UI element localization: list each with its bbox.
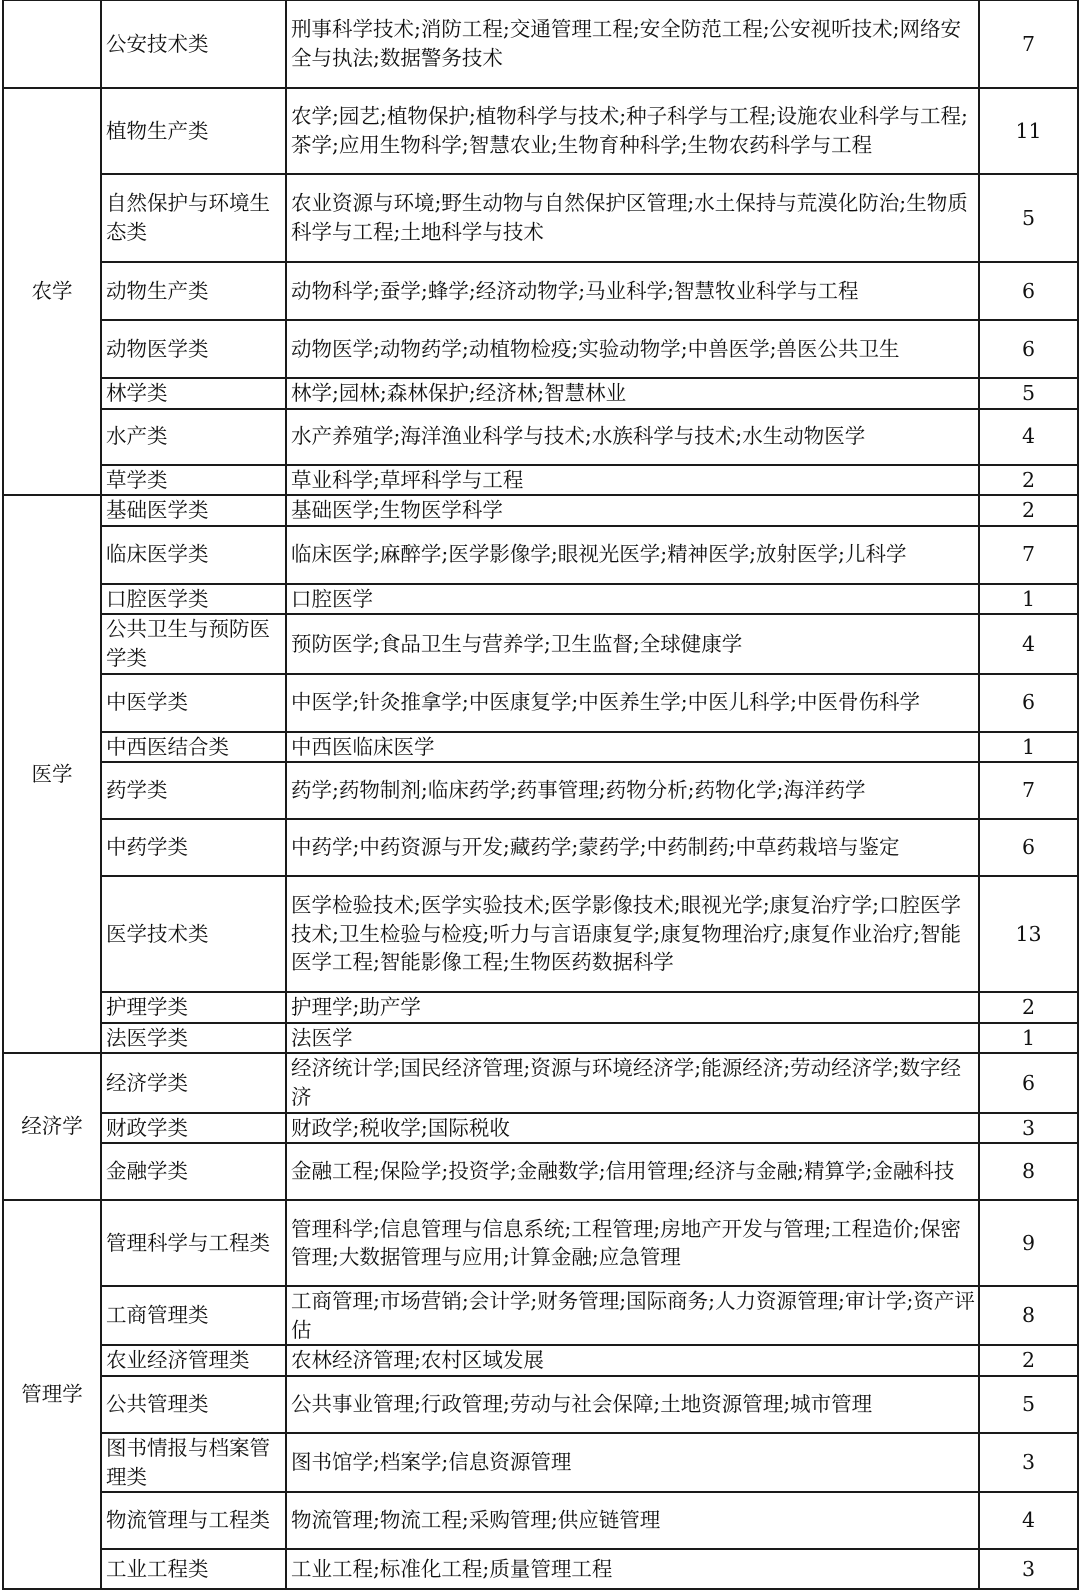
- major-count-cell: 6: [979, 320, 1078, 378]
- majors-list-cell: 林学;园林;森林保护;经济林;智慧林业: [286, 378, 979, 409]
- major-class-cell: 金融学类: [101, 1143, 286, 1200]
- major-count-cell: 4: [979, 409, 1078, 465]
- major-class-cell: 农业经济管理类: [101, 1345, 286, 1376]
- table-row: [3, 174, 1078, 262]
- major-count-cell: 5: [979, 1376, 1078, 1433]
- major-class-cell: 动物医学类: [101, 320, 286, 378]
- major-class-cell: 公共卫生与预防医学类: [101, 614, 286, 673]
- majors-list-cell: 预防医学;食品卫生与营养学;卫生监督;全球健康学: [286, 614, 979, 673]
- major-class-cell: 植物生产类: [101, 88, 286, 174]
- major-count-cell: 1: [979, 1023, 1078, 1054]
- table-row: [3, 320, 1078, 378]
- majors-list-cell: 草业科学;草坪科学与工程: [286, 465, 979, 496]
- table-row: [3, 1286, 1078, 1345]
- major-count-cell: 6: [979, 1053, 1078, 1112]
- major-count-cell: 6: [979, 262, 1078, 320]
- table-row: [3, 762, 1078, 819]
- major-class-cell: 林学类: [101, 378, 286, 409]
- table-row: [3, 732, 1078, 763]
- majors-list-cell: 药学;药物制剂;临床药学;药事管理;药物分析;药物化学;海洋药学: [286, 762, 979, 819]
- discipline-category-cell: [3, 0, 101, 88]
- majors-list-cell: 护理学;助产学: [286, 992, 979, 1023]
- major-count-cell: 3: [979, 1549, 1078, 1589]
- major-count-cell: 7: [979, 0, 1078, 88]
- major-count-cell: 4: [979, 614, 1078, 673]
- major-count-cell: 2: [979, 992, 1078, 1023]
- major-class-cell: 经济学类: [101, 1053, 286, 1112]
- major-count-cell: 2: [979, 1345, 1078, 1376]
- major-count-cell: 7: [979, 762, 1078, 819]
- majors-list-cell: 动物医学;动物药学;动植物检疫;实验动物学;中兽医学;兽医公共卫生: [286, 320, 979, 378]
- majors-list-cell: 临床医学;麻醉学;医学影像学;眼视光医学;精神医学;放射医学;儿科学: [286, 526, 979, 584]
- major-class-cell: 中医学类: [101, 674, 286, 732]
- major-class-cell: 管理科学与工程类: [101, 1200, 286, 1286]
- major-class-cell: 法医学类: [101, 1023, 286, 1054]
- major-class-cell: 中药学类: [101, 819, 286, 876]
- majors-list-cell: 中西医临床医学: [286, 732, 979, 763]
- table-row: [3, 378, 1078, 409]
- majors-list-cell: 工业工程;标准化工程;质量管理工程: [286, 1549, 979, 1589]
- major-class-cell: 临床医学类: [101, 526, 286, 584]
- major-class-cell: 中西医结合类: [101, 732, 286, 763]
- major-count-cell: 1: [979, 732, 1078, 763]
- table-row: [3, 409, 1078, 465]
- majors-list-cell: 基础医学;生物医学科学: [286, 495, 979, 526]
- table-row: [3, 876, 1078, 992]
- table-row: [3, 1113, 1078, 1144]
- table-row: [3, 495, 1078, 526]
- majors-list-cell: 经济统计学;国民经济管理;资源与环境经济学;能源经济;劳动经济学;数字经济: [286, 1053, 979, 1112]
- discipline-category-cell: 农学: [3, 88, 101, 495]
- majors-list-cell: 口腔医学: [286, 584, 979, 615]
- major-count-cell: 5: [979, 174, 1078, 262]
- table-body: [3, 0, 1078, 1589]
- table-row: [3, 674, 1078, 732]
- major-class-cell: 自然保护与环境生态类: [101, 174, 286, 262]
- major-class-cell: 公共管理类: [101, 1376, 286, 1433]
- major-count-cell: 8: [979, 1286, 1078, 1345]
- majors-list-cell: 农业资源与环境;野生动物与自然保护区管理;水土保持与荒漠化防治;生物质科学与工程;土地科学与技术: [286, 174, 979, 262]
- major-class-cell: 水产类: [101, 409, 286, 465]
- major-count-cell: 5: [979, 378, 1078, 409]
- table-row: [3, 262, 1078, 320]
- majors-list-cell: 工商管理;市场营销;会计学;财务管理;国际商务;人力资源管理;审计学;资产评估: [286, 1286, 979, 1345]
- table-row: [3, 1023, 1078, 1054]
- major-class-cell: 动物生产类: [101, 262, 286, 320]
- majors-list-cell: 中药学;中药资源与开发;藏药学;蒙药学;中药制药;中草药栽培与鉴定: [286, 819, 979, 876]
- major-class-cell: 公安技术类: [101, 0, 286, 88]
- major-class-cell: 工商管理类: [101, 1286, 286, 1345]
- discipline-category-cell: 医学: [3, 495, 101, 1053]
- major-count-cell: 2: [979, 495, 1078, 526]
- majors-list-cell: 财政学;税收学;国际税收: [286, 1113, 979, 1144]
- major-class-cell: 口腔医学类: [101, 584, 286, 615]
- major-count-cell: 4: [979, 1492, 1078, 1549]
- major-count-cell: 8: [979, 1143, 1078, 1200]
- major-count-cell: 6: [979, 674, 1078, 732]
- major-class-cell: 药学类: [101, 762, 286, 819]
- major-count-cell: 13: [979, 876, 1078, 992]
- major-class-cell: 医学技术类: [101, 876, 286, 992]
- majors-list-cell: 物流管理;物流工程;采购管理;供应链管理: [286, 1492, 979, 1549]
- table-row: [3, 88, 1078, 174]
- major-class-cell: 草学类: [101, 465, 286, 496]
- major-class-cell: 工业工程类: [101, 1549, 286, 1589]
- major-class-cell: 护理学类: [101, 992, 286, 1023]
- major-count-cell: 1: [979, 584, 1078, 615]
- majors-list-cell: 图书馆学;档案学;信息资源管理: [286, 1433, 979, 1492]
- major-class-cell: 物流管理与工程类: [101, 1492, 286, 1549]
- table-row: [3, 1200, 1078, 1286]
- majors-list-cell: 中医学;针灸推拿学;中医康复学;中医养生学;中医儿科学;中医骨伤科学: [286, 674, 979, 732]
- major-class-cell: 财政学类: [101, 1113, 286, 1144]
- table-row: [3, 584, 1078, 615]
- table-row: [3, 1345, 1078, 1376]
- major-count-cell: 3: [979, 1113, 1078, 1144]
- majors-list-cell: 法医学: [286, 1023, 979, 1054]
- major-count-cell: 2: [979, 465, 1078, 496]
- table-row: [3, 0, 1078, 88]
- majors-list-cell: 金融工程;保险学;投资学;金融数学;信用管理;经济与金融;精算学;金融科技: [286, 1143, 979, 1200]
- majors-table: [2, 0, 1079, 1590]
- majors-list-cell: 管理科学;信息管理与信息系统;工程管理;房地产开发与管理;工程造价;保密管理;大数据管理与应用;计算金融;应急管理: [286, 1200, 979, 1286]
- majors-list-cell: 公共事业管理;行政管理;劳动与社会保障;土地资源管理;城市管理: [286, 1376, 979, 1433]
- majors-list-cell: 农林经济管理;农村区域发展: [286, 1345, 979, 1376]
- table-row: [3, 526, 1078, 584]
- table-row: [3, 1433, 1078, 1492]
- major-count-cell: 3: [979, 1433, 1078, 1492]
- discipline-category-cell: 经济学: [3, 1053, 101, 1200]
- table-row: [3, 1549, 1078, 1589]
- majors-list-cell: 动物科学;蚕学;蜂学;经济动物学;马业科学;智慧牧业科学与工程: [286, 262, 979, 320]
- major-class-cell: 图书情报与档案管理类: [101, 1433, 286, 1492]
- discipline-category-cell: 管理学: [3, 1200, 101, 1589]
- majors-list-cell: 刑事科学技术;消防工程;交通管理工程;安全防范工程;公安视听技术;网络安全与执法;数据警务技术: [286, 0, 979, 88]
- major-count-cell: 11: [979, 88, 1078, 174]
- table-row: [3, 819, 1078, 876]
- major-count-cell: 9: [979, 1200, 1078, 1286]
- table-row: [3, 614, 1078, 673]
- table-row: [3, 992, 1078, 1023]
- major-count-cell: 7: [979, 526, 1078, 584]
- table-row: [3, 1376, 1078, 1433]
- majors-list-cell: 农学;园艺;植物保护;植物科学与技术;种子科学与工程;设施农业科学与工程;茶学;应用生物科学;智慧农业;生物育种科学;生物农药科学与工程: [286, 88, 979, 174]
- major-class-cell: 基础医学类: [101, 495, 286, 526]
- table-row: [3, 1492, 1078, 1549]
- majors-list-cell: 水产养殖学;海洋渔业科学与技术;水族科学与技术;水生动物医学: [286, 409, 979, 465]
- major-count-cell: 6: [979, 819, 1078, 876]
- table-row: [3, 1143, 1078, 1200]
- table-row: [3, 465, 1078, 496]
- table-row: [3, 1053, 1078, 1112]
- majors-list-cell: 医学检验技术;医学实验技术;医学影像技术;眼视光学;康复治疗学;口腔医学技术;卫生检验与检疫;听力与言语康复学;康复物理治疗;康复作业治疗;智能医学工程;智能影像工程;生物医药数据科学: [286, 876, 979, 992]
